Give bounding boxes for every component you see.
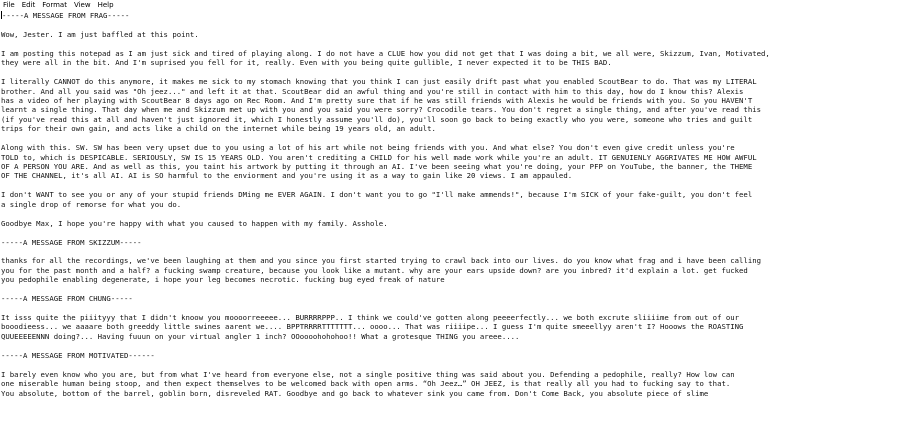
text-line: [0, 341, 900, 350]
text-line: [0, 77, 900, 86]
text-line: [0, 153, 900, 162]
text-line: [0, 190, 900, 199]
line-text: thanks for all the recordings, we've been laughing at them and you since you first started trying to crawl back into our lives. do you know what frag and i have been calling: [1, 256, 762, 266]
text-line: [0, 304, 900, 313]
line-text: TOLD to, which is DESPICABLE. SERIOUSLY, SW IS 15 YEARS OLD. You aren't crediting a CHILD for his well made work while you're an adult. IT GENUIENLY AGGRIVATES ME HOW AWFUL: [1, 152, 757, 162]
text-line: [0, 162, 900, 171]
text-editor-area[interactable]: [0, 11, 900, 444]
line-text: one miserable human being stoop, and then expect themselves to be welcomed back with open arms. “Oh Jeez…” OH JEEZ, is that really all you had to fucking say to that.: [1, 379, 731, 389]
text-line: [0, 11, 900, 20]
line-text: Wow, Jester. I am just baffled at this point.: [1, 29, 199, 39]
line-text: trips for their own gain, and acts like a child on the internet while being 19 years old, an adult.: [1, 124, 436, 134]
line-text: -----A MESSAGE FROM SKIZZUM-----: [1, 237, 142, 247]
text-line: [0, 389, 900, 398]
line-text: You absolute, bottom of the barrel, goblin born, disreveled RAT. Goodbye and go back to whatever sink you came from. Don't Come Back, you absolute piece of slime: [1, 388, 709, 398]
text-line: [0, 134, 900, 143]
text-line: [0, 247, 900, 256]
text-line: [0, 256, 900, 265]
text-line: [0, 275, 900, 284]
text-line: [0, 294, 900, 303]
text-line: [0, 68, 900, 77]
text-line: [0, 96, 900, 105]
menu-help[interactable]: Help: [97, 1, 114, 9]
text-line: [0, 171, 900, 180]
line-text: you for the past month and a half? a fucking swamp creature, because you look like a mutant. why are your ears upside down? are you inbred? it'd explain a lot. get fucked: [1, 265, 748, 275]
text-line: [0, 105, 900, 114]
line-text: a single drop of remorse for what you do.: [1, 199, 182, 209]
text-line: [0, 143, 900, 152]
text-line: [0, 200, 900, 209]
text-line: [0, 87, 900, 96]
menu-edit[interactable]: Edit: [21, 1, 36, 9]
line-text: -----A MESSAGE FROM FRAG-----: [2, 11, 130, 20]
menu-bar: [0, 0, 900, 11]
text-line: [0, 351, 900, 360]
text-line: [0, 39, 900, 48]
text-line: [0, 20, 900, 29]
text-line: [0, 58, 900, 67]
text-line: [0, 313, 900, 322]
line-text: brother. And all you said was "Oh jeez..." and left it at that. ScoutBear did an awful thing and you're still in contact with him to this day, how do I know this? Alexis: [1, 86, 744, 96]
line-text: learnt a single thing. That day when me and Skizzum met up with you and you said you were sorry? Crocodile tears. You don't regret a single thing, and after you've read this: [1, 105, 762, 115]
line-text: I don't WANT to see you or any of your stupid friends DMing me EVER AGAIN. I don't want you to go "I'll make ammends!", because I'm SICK of your fake-guilt, you don't feel: [1, 190, 753, 200]
text-line: [0, 30, 900, 39]
line-text: It isss quite the piiityyy that I didn't knoow you moooorreeeee... BURRRRPPP.. I think we could've gotten along peeeerfectly... we both excrute sliiiime from out of our: [1, 313, 740, 322]
line-text: QUUEEEEENNN doing?... Having fuuun on your virtual angler 1 inch? OOoooohohohoo!! What a grotesque THING you areee....: [1, 331, 520, 341]
text-line: [0, 370, 900, 379]
line-text: Goodbye Max, I hope you're happy with what you caused to happen with my family. Asshole.: [1, 218, 388, 228]
line-text: booodieess... we aaaare both greeddy little swines aarent we.... BPPTRRRRTTTTTTT... oooo... That was riiiipe... I guess I'm quite smeeellyy aren't I? Hooows the ROASTING: [1, 322, 744, 332]
text-line: [0, 285, 900, 294]
line-text: I barely even know who you are, but from what I've heard from everyone else, not a single positive thing was said about you. Defending a pedophile, really? How low can: [1, 369, 735, 379]
text-line: [0, 360, 900, 369]
menu-format[interactable]: Format: [42, 1, 67, 9]
line-text: Along with this. SW. SW has been very upset due to you using a lot of his art while not being friends with you. And what else? You don't even give credit unless you're: [1, 143, 735, 153]
text-line: [0, 219, 900, 228]
line-text: (if you've read this at all and haven't just ignored it, which I honestly assume you'll do), you'll soon go back to being exactly who you were, someone who tries and guilt: [1, 114, 753, 124]
text-line: [0, 181, 900, 190]
line-text: -----A MESSAGE FROM CHUNG-----: [1, 294, 133, 304]
menu-file[interactable]: File: [3, 1, 15, 9]
line-text: OF THE CHANNEL, it's all AI. AI is SO harmful to the enviorment and you're using it as a way to gain like 20 views. I am appauled.: [1, 171, 573, 181]
line-text: -----A MESSAGE FROM MOTIVATED------: [1, 350, 155, 360]
line-text: I am posting this notepad as I am just sick and tired of playing along. I do not have a CLUE how you did not get that I was doing a bit, we all were, Skizzum, Ivan, Motivated,: [1, 48, 770, 58]
text-line: [0, 49, 900, 58]
line-text: you pedophile enabling degenerate, i hope your leg becomes necrotic. fucking bug eyed freak of nature: [1, 275, 445, 285]
text-line: [0, 266, 900, 275]
text-line: [0, 238, 900, 247]
menu-view[interactable]: View: [73, 1, 91, 9]
line-text: I literally CANNOT do this anymore, it makes me sick to my stomach knowing that you think I can just easily drift past what you enabled ScoutBear to do. That was my LITERAL: [1, 77, 757, 87]
text-line: [0, 209, 900, 218]
line-text: OF A PERSON YOU ARE. And as well as this, you taint his artwork by putting it through an AI. I've been seeing what you're doing, your PFP on YouTube, the banner, the THEME: [1, 162, 753, 171]
text-line: [0, 124, 900, 133]
line-text: has a video of her playing with ScoutBear 8 days ago on Rec Room. And I'm pretty sure that if he was still friends with Alexis he would be friends with you. So you HAVEN'T: [1, 95, 753, 105]
text-line: [0, 322, 900, 331]
text-line: [0, 379, 900, 388]
text-line: [0, 228, 900, 237]
line-text: they were all in the bit. And I'm suprised you fell for it, really. Even with you being quite gullible, I never expected it to be THIS BAD.: [1, 58, 612, 68]
text-line: [0, 115, 900, 124]
text-line: [0, 332, 900, 341]
